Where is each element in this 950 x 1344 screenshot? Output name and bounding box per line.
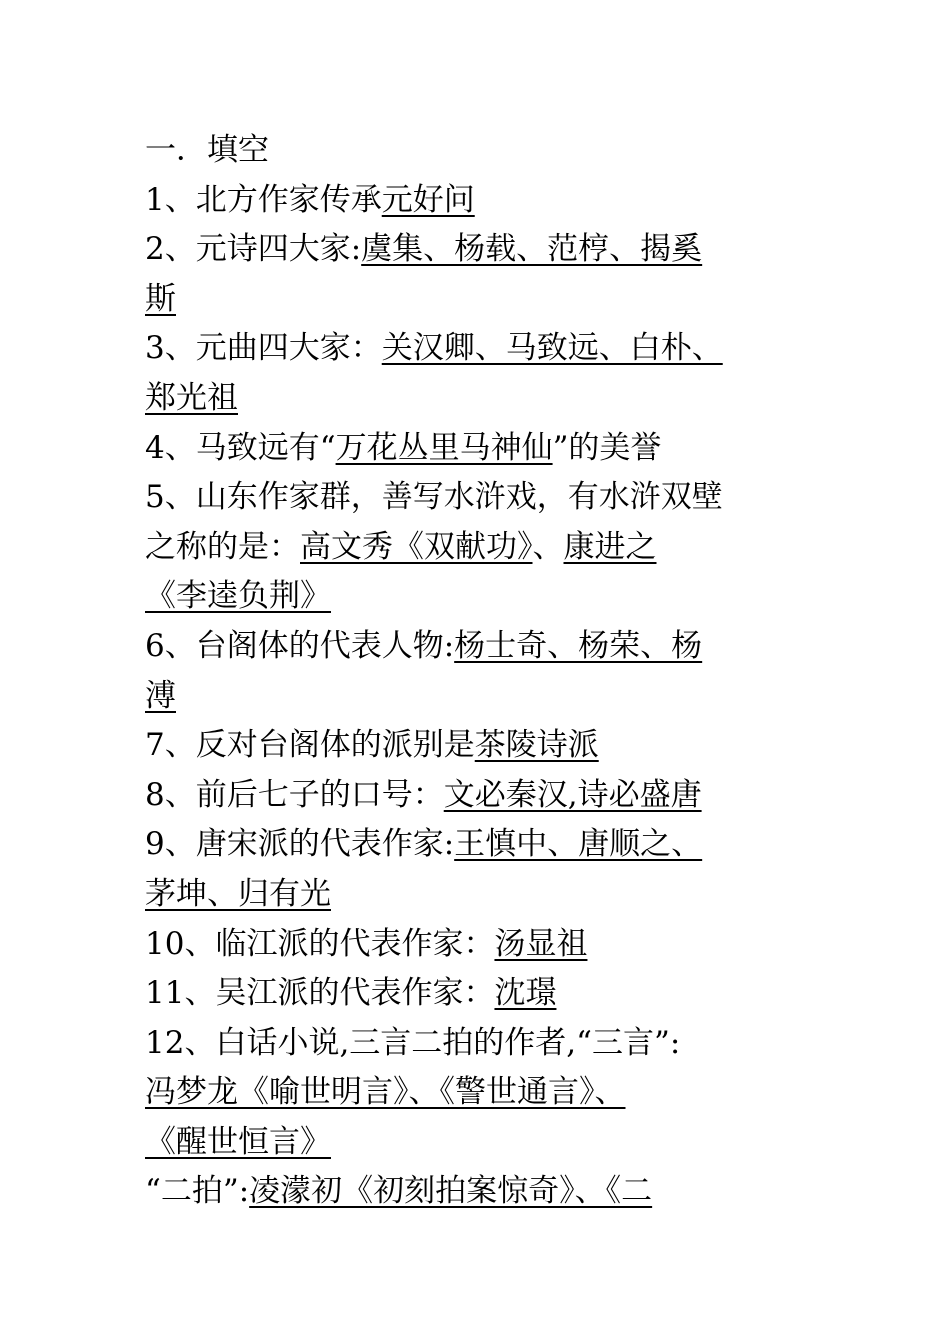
question-12-prefix: “二拍”: <box>145 1173 250 1210</box>
question-10-answer: 汤显祖 <box>494 925 588 962</box>
question-5-prefix: 之称的是： <box>145 528 300 565</box>
question-12-line-2 <box>145 1068 807 1118</box>
question-3-prefix: 3、元曲四大家： <box>145 330 382 367</box>
question-5-text: 5、山东作家群，善写水浒戏，有水浒双壁 <box>145 479 723 516</box>
question-7-prefix: 7、反对台阁体的派别是 <box>145 727 475 764</box>
question-6-answer-part-1: 杨士奇、杨荣、杨 <box>454 627 703 664</box>
question-2-line-2 <box>145 275 807 325</box>
question-5-line-1 <box>145 473 807 523</box>
question-11 <box>145 969 807 1019</box>
question-3-answer-part-2: 郑光祖 <box>145 379 238 416</box>
question-2-answer-part-2: 斯 <box>145 280 176 317</box>
question-4-answer: 万花丛里马神仙 <box>335 429 553 466</box>
question-1 <box>145 176 807 226</box>
question-3-answer-part-1: 关汉卿、马致远、白朴、 <box>381 330 723 367</box>
question-4 <box>145 424 807 474</box>
heading-text: 一．填空 <box>145 132 269 168</box>
question-6-prefix: 6、台阁体的代表人物: <box>145 627 455 664</box>
question-3-line-1 <box>145 324 807 374</box>
question-11-answer: 沈璟 <box>494 975 557 1012</box>
question-9-prefix: 9、唐宋派的代表作家: <box>145 826 455 863</box>
question-8-answer: 文必秦汉,诗必盛唐 <box>443 776 702 813</box>
question-4-suffix: ”的美誉 <box>552 429 662 466</box>
question-9-answer-part-2: 茅坤、归有光 <box>145 875 331 912</box>
question-10 <box>145 920 807 970</box>
question-7 <box>145 721 807 771</box>
question-4-prefix: 4、马致远有“ <box>145 429 336 466</box>
question-1-prefix: 1、北方作家传承 <box>145 181 382 218</box>
document-content <box>145 126 807 1217</box>
question-7-answer: 茶陵诗派 <box>474 727 599 764</box>
question-10-prefix: 10、临江派的代表作家： <box>145 925 495 962</box>
question-12-text: 12、白话小说,三言二拍的作者,“三言”: <box>145 1024 681 1061</box>
question-5-separator: 、 <box>532 528 564 565</box>
question-5-line-3 <box>145 572 807 622</box>
question-12-answer-part-2: 《醒世恒言》 <box>145 1123 331 1160</box>
question-1-answer: 元好问 <box>381 181 475 218</box>
question-2-line-1 <box>145 225 807 275</box>
question-6-line-2 <box>145 672 807 722</box>
question-5-answer-part-3: 《李逵负荆》 <box>145 578 331 615</box>
question-12-line-1 <box>145 1019 807 1069</box>
question-8-prefix: 8、前后七子的口号： <box>145 776 444 813</box>
question-5-line-2 <box>145 523 807 573</box>
question-9-line-2 <box>145 870 807 920</box>
question-2-answer-part-1: 虞集、杨载、范梈、揭奚 <box>361 231 703 268</box>
section-heading <box>145 126 807 176</box>
question-6-answer-part-2: 溥 <box>145 677 176 714</box>
question-12-answer-part-3: 凌濛初《初刻拍案惊奇》、《二 <box>249 1173 653 1210</box>
question-6-line-1 <box>145 622 807 672</box>
question-12-answer-part-1: 冯梦龙《喻世明言》、《警世通言》、 <box>145 1074 626 1111</box>
question-9-answer-part-1: 王慎中、唐顺之、 <box>454 826 703 863</box>
question-3-line-2 <box>145 374 807 424</box>
question-8 <box>145 771 807 821</box>
question-11-prefix: 11、吴江派的代表作家： <box>145 975 495 1012</box>
question-12-line-3 <box>145 1118 807 1168</box>
question-12-line-4 <box>145 1167 807 1217</box>
question-2-prefix: 2、元诗四大家: <box>145 231 362 268</box>
question-5-answer-part-1: 高文秀《双献功》 <box>300 528 533 565</box>
question-5-answer-part-2: 康进之 <box>563 528 657 565</box>
question-9-line-1 <box>145 820 807 870</box>
